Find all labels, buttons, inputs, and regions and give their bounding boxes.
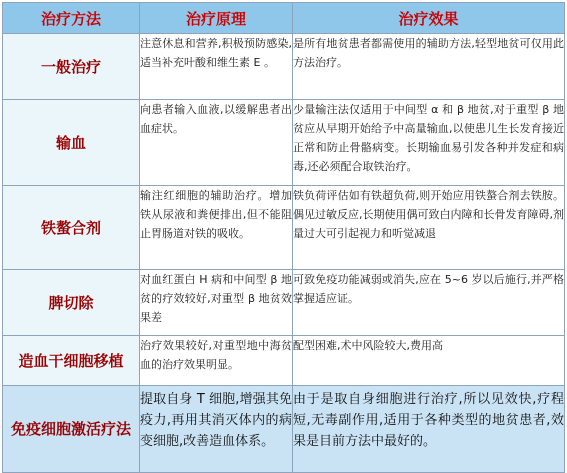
effect-cell: 是所有地贫患者都需使用的辅助方法,轻型地贫可仅用此方法治疗。 [293, 34, 565, 100]
principle-cell: 治疗效果较好,对重型地中海贫血的治疗效果明显。 [140, 336, 293, 386]
method-cell: 免疫细胞激活疗法 [3, 386, 140, 473]
header-row [3, 3, 565, 34]
principle-cell: 向患者输入血液,以缓解患者出血症状。 [140, 100, 293, 186]
table-row [3, 100, 565, 186]
principle-cell: 输注红细胞的辅助治疗。增加铁从尿液和粪便排出,但不能阻止胃肠道对铁的吸收。 [140, 186, 293, 270]
header-effect: 治疗效果 [293, 3, 565, 34]
method-cell: 一般治疗 [3, 34, 140, 100]
header-principle: 治疗原理 [140, 3, 293, 34]
effect-cell: 铁负荷评估如有铁超负荷,则开始应用铁螯合剂去铁胺。偶见过敏反应,长期使用偶可致白内障和长骨发育障碍,剂量过大可引起视力和听觉减退 [293, 186, 565, 270]
method-cell: 输血 [3, 100, 140, 186]
table-row [3, 386, 565, 473]
effect-cell: 配型困难,术中风险较大,费用高 [293, 336, 565, 386]
effect-cell: 由于是取自身细胞进行治疗,所以见效快,疗程短,无毒副作用,适用于各种类型的地贫患者,效果是目前方法中最好的。 [293, 386, 565, 473]
principle-cell: 对血红蛋白 H 病和中间型 β 地贫的疗效较好,对重型 β 地贫效果差 [140, 270, 293, 336]
treatment-table [2, 2, 565, 473]
table-row [3, 34, 565, 100]
method-cell: 造血干细胞移植 [3, 336, 140, 386]
table-row [3, 336, 565, 386]
effect-cell: 少量输注法仅适用于中间型 α 和 β 地贫,对于重型 β 地贫应从早期开始给予中高量输血,以使患儿生长发育接近正常和防止骨骼病变。长期输血易引发各种并发症和病毒,还必须配合取铁治疗。 [293, 100, 565, 186]
effect-cell: 可致免疫功能减弱或消失,应在 5~6 岁以后施行,并严格掌握适应证。 [293, 270, 565, 336]
method-cell: 脾切除 [3, 270, 140, 336]
method-cell: 铁螯合剂 [3, 186, 140, 270]
principle-cell: 提取自身 T 细胞,增强其免疫力,再用其消灭体内的病变细胞,改善造血体系。 [140, 386, 293, 473]
table-row [3, 270, 565, 336]
header-method: 治疗方法 [3, 3, 140, 34]
principle-cell: 注意休息和营养,积极预防感染,适当补充叶酸和维生素 E 。 [140, 34, 293, 100]
table-row [3, 186, 565, 270]
